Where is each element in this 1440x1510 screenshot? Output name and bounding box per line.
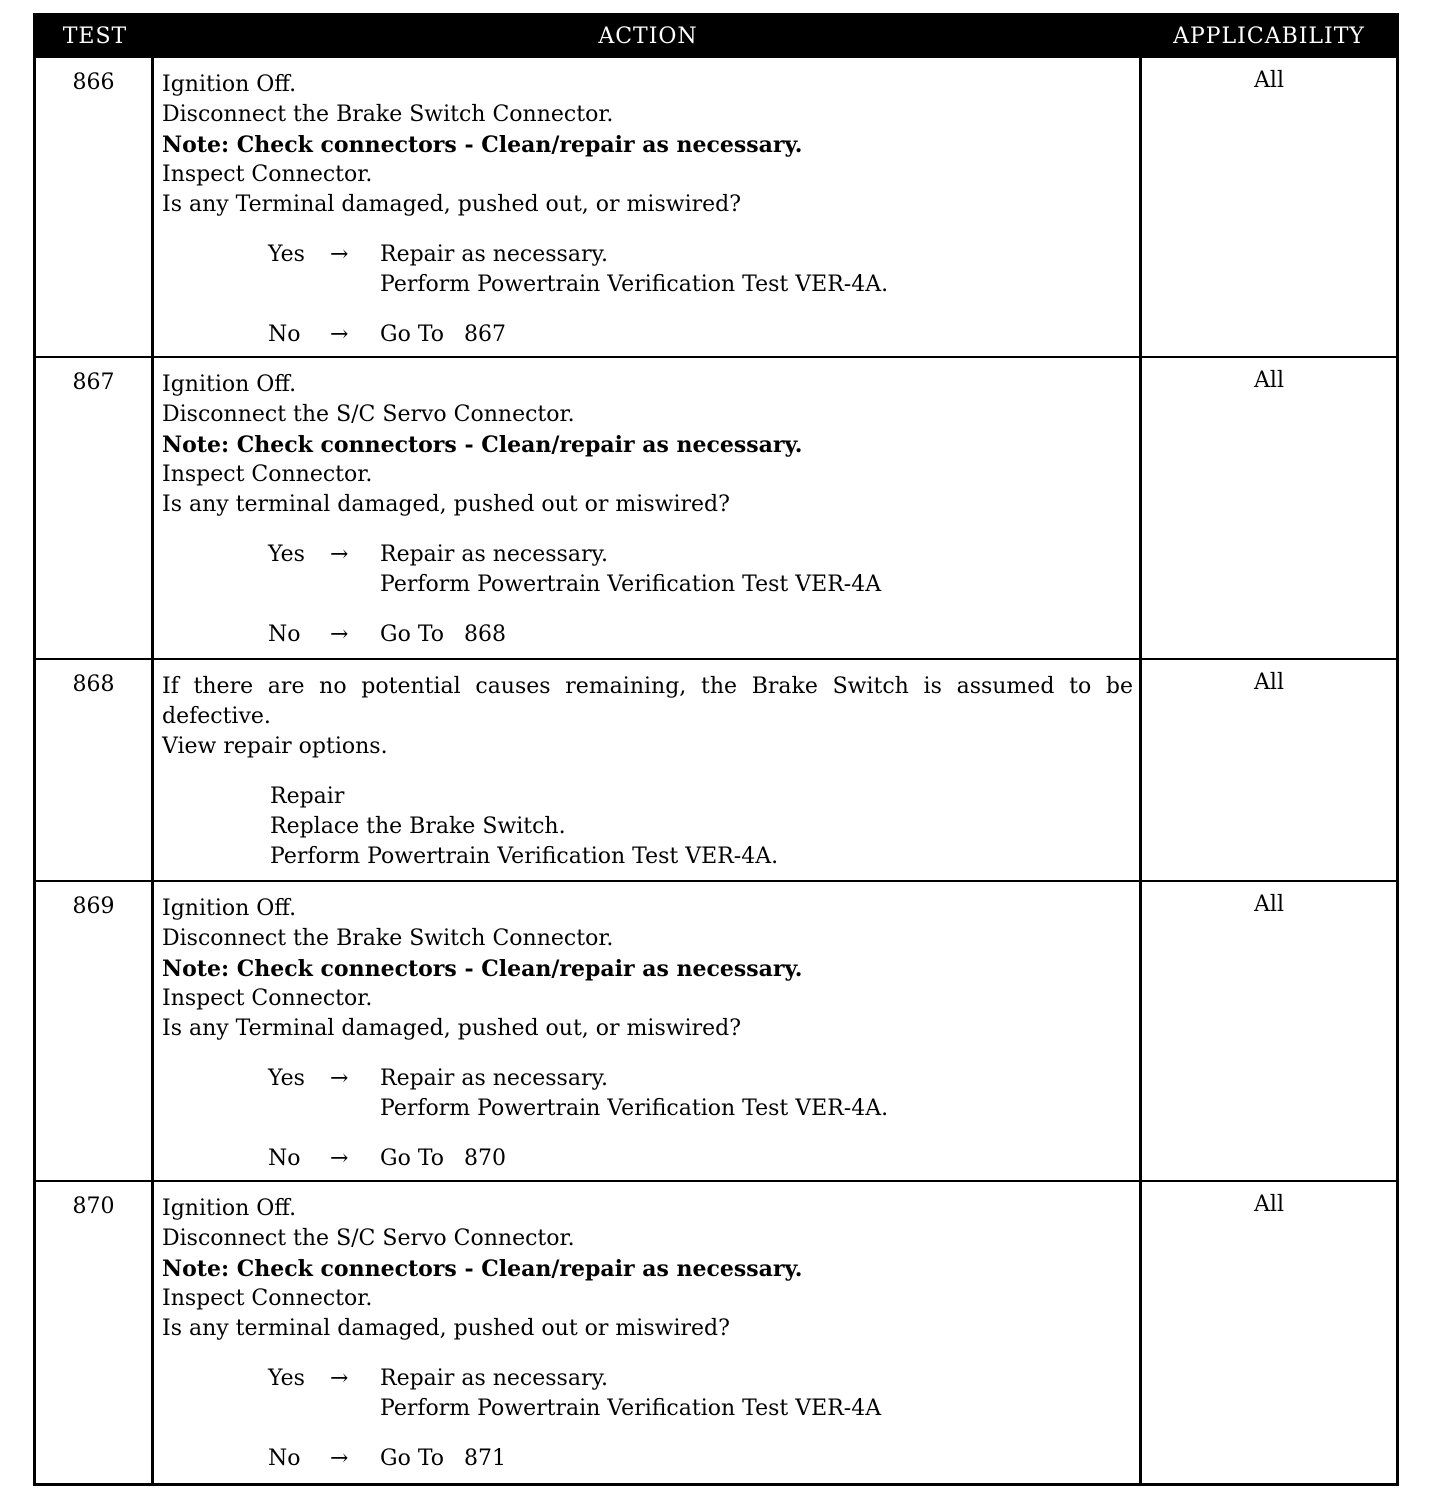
no-result bbox=[268, 320, 1133, 350]
no-result bbox=[268, 1144, 1133, 1174]
applicability-cell: All bbox=[1254, 68, 1284, 93]
goto-target: 867 bbox=[464, 322, 507, 347]
goto-label: Go To bbox=[380, 322, 445, 347]
repair-step: Replace the Brake Switch. bbox=[270, 814, 566, 839]
yes-label: Yes bbox=[268, 242, 305, 267]
goto-label: Go To bbox=[380, 1146, 445, 1171]
action-line: Inspect Connector. bbox=[162, 1286, 373, 1311]
action-line: Disconnect the Brake Switch Connector. bbox=[162, 926, 614, 951]
action-line: Inspect Connector. bbox=[162, 162, 373, 187]
arrow-icon: → bbox=[330, 1066, 349, 1091]
test-number: 869 bbox=[36, 882, 154, 1180]
action-note: Note: Check connectors - Clean/repair as necessary. bbox=[162, 956, 803, 982]
test-number: 868 bbox=[36, 660, 154, 880]
diagnostic-table bbox=[33, 13, 1399, 1486]
arrow-icon: → bbox=[330, 542, 349, 567]
repair-steps bbox=[270, 812, 1133, 872]
table-row bbox=[36, 658, 1396, 880]
yes-result bbox=[268, 1064, 1133, 1124]
table-row bbox=[36, 56, 1396, 356]
action-line: View repair options. bbox=[162, 734, 388, 759]
test-number: 867 bbox=[36, 358, 154, 658]
goto-target: 868 bbox=[464, 622, 507, 647]
action-cell bbox=[154, 58, 1142, 356]
goto-label: Go To bbox=[380, 1446, 445, 1471]
table-row bbox=[36, 356, 1396, 658]
goto-label: Go To bbox=[380, 622, 445, 647]
yes-step: Perform Powertrain Verification Test VER-4A bbox=[380, 1396, 882, 1421]
action-note: Note: Check connectors - Clean/repair as necessary. bbox=[162, 1256, 803, 1282]
yes-step: Perform Powertrain Verification Test VER-4A bbox=[380, 572, 882, 597]
applicability-cell: All bbox=[1254, 368, 1284, 393]
repair-label: Repair bbox=[270, 784, 345, 809]
header-test: TEST bbox=[62, 23, 128, 49]
yes-step: Repair as necessary. bbox=[380, 242, 608, 267]
no-label: No bbox=[268, 1446, 301, 1471]
action-line: If there are no potential causes remaining, the Brake Switch is assumed to be defective. bbox=[162, 674, 1133, 729]
arrow-icon: → bbox=[330, 1446, 349, 1471]
yes-result bbox=[268, 240, 1133, 300]
action-question: Is any terminal damaged, pushed out or miswired? bbox=[162, 492, 730, 517]
arrow-icon: → bbox=[330, 322, 349, 347]
action-line: Ignition Off. bbox=[162, 72, 297, 97]
action-line: Inspect Connector. bbox=[162, 986, 373, 1011]
table-header bbox=[36, 16, 1396, 56]
action-note: Note: Check connectors - Clean/repair as necessary. bbox=[162, 132, 803, 158]
action-line: Ignition Off. bbox=[162, 896, 297, 921]
action-line: Inspect Connector. bbox=[162, 462, 373, 487]
no-result bbox=[268, 620, 1133, 650]
yes-step: Perform Powertrain Verification Test VER-4A. bbox=[380, 272, 889, 297]
action-line: Disconnect the S/C Servo Connector. bbox=[162, 402, 575, 427]
no-label: No bbox=[268, 1146, 301, 1171]
action-cell bbox=[154, 1182, 1142, 1483]
arrow-icon: → bbox=[330, 622, 349, 647]
applicability-cell: All bbox=[1254, 892, 1284, 917]
goto-target: 871 bbox=[464, 1446, 507, 1471]
action-question: Is any terminal damaged, pushed out or miswired? bbox=[162, 1316, 730, 1341]
applicability-cell: All bbox=[1254, 1192, 1284, 1217]
action-line: Ignition Off. bbox=[162, 372, 297, 397]
no-label: No bbox=[268, 622, 301, 647]
applicability-cell: All bbox=[1254, 670, 1284, 695]
test-number: 866 bbox=[36, 58, 154, 356]
arrow-icon: → bbox=[330, 1366, 349, 1391]
action-cell bbox=[154, 882, 1142, 1180]
repair-step: Perform Powertrain Verification Test VER-4A. bbox=[270, 844, 779, 869]
no-result bbox=[268, 1444, 1133, 1474]
yes-step: Repair as necessary. bbox=[380, 1066, 608, 1091]
action-line: Ignition Off. bbox=[162, 1196, 297, 1221]
arrow-icon: → bbox=[330, 1146, 349, 1171]
table-row bbox=[36, 880, 1396, 1180]
yes-step: Repair as necessary. bbox=[380, 542, 608, 567]
yes-result bbox=[268, 540, 1133, 600]
action-note: Note: Check connectors - Clean/repair as necessary. bbox=[162, 432, 803, 458]
arrow-icon: → bbox=[330, 242, 349, 267]
action-cell bbox=[154, 660, 1142, 880]
yes-step: Repair as necessary. bbox=[380, 1366, 608, 1391]
yes-label: Yes bbox=[268, 1066, 305, 1091]
action-line: Disconnect the Brake Switch Connector. bbox=[162, 102, 614, 127]
yes-label: Yes bbox=[268, 542, 305, 567]
yes-step: Perform Powertrain Verification Test VER-4A. bbox=[380, 1096, 889, 1121]
no-label: No bbox=[268, 322, 301, 347]
goto-target: 870 bbox=[464, 1146, 507, 1171]
table-row bbox=[36, 1180, 1396, 1483]
action-question: Is any Terminal damaged, pushed out, or miswired? bbox=[162, 1016, 742, 1041]
action-line: Disconnect the S/C Servo Connector. bbox=[162, 1226, 575, 1251]
header-applicability: APPLICABILITY bbox=[1173, 23, 1365, 49]
yes-result bbox=[268, 1364, 1133, 1424]
header-action: ACTION bbox=[598, 23, 698, 49]
test-number: 870 bbox=[36, 1182, 154, 1483]
yes-label: Yes bbox=[268, 1366, 305, 1391]
action-cell bbox=[154, 358, 1142, 658]
action-question: Is any Terminal damaged, pushed out, or miswired? bbox=[162, 192, 742, 217]
